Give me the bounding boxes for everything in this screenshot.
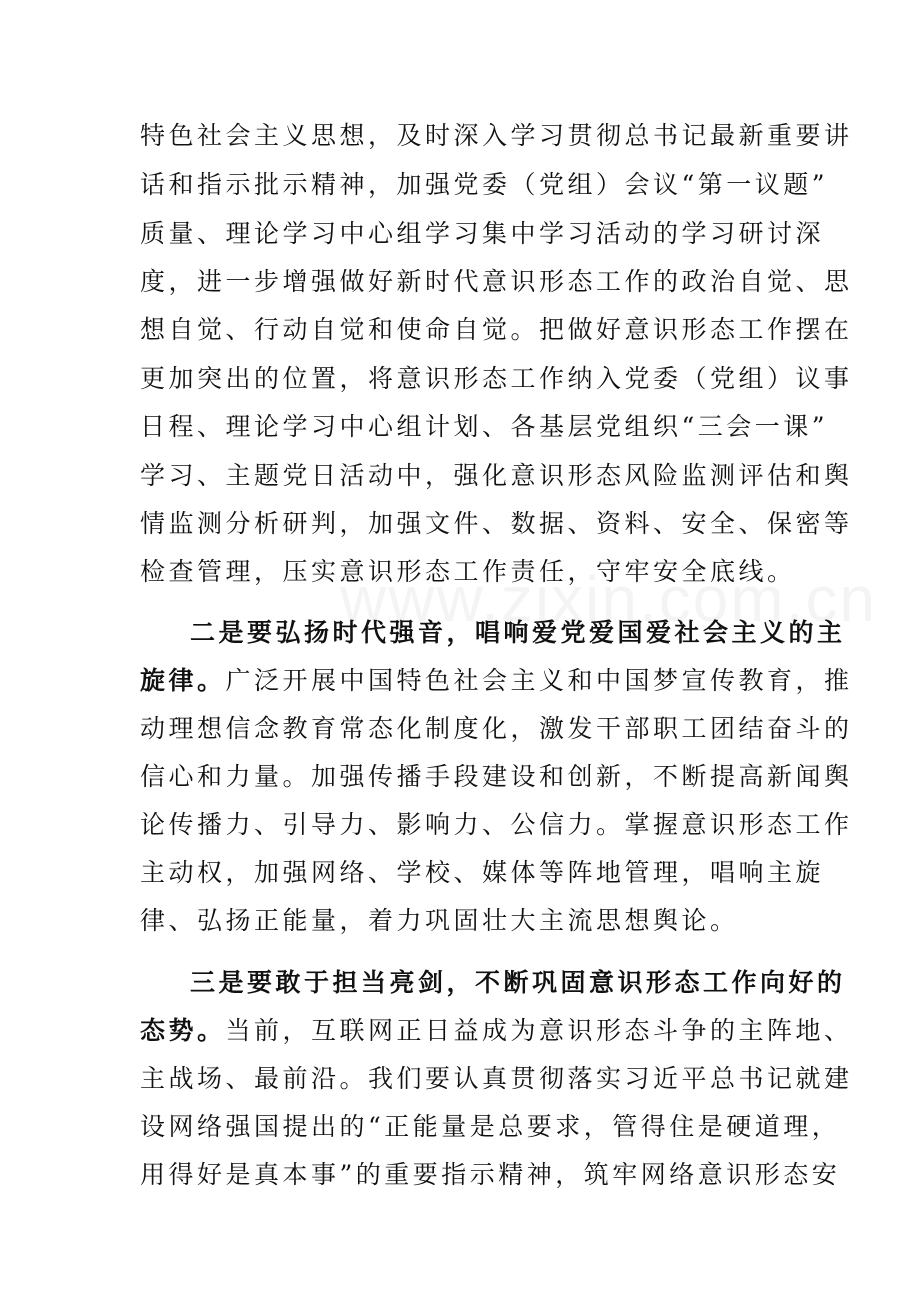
text-line [190, 968, 846, 998]
text-line [140, 762, 853, 792]
text-line [140, 1016, 853, 1046]
line-text: 用得好是真本事”的重要指示精神，筑牢网络意识形态安 [140, 1160, 841, 1189]
line-text: 话和指示批示精神，加强党委（党组）会议“第一议题” [140, 170, 829, 199]
text-line [140, 461, 853, 491]
line-text: 更加突出的位置，将意识形态工作纳入党委（党组）议事 [140, 364, 853, 393]
line-text: 检查管理，压实意识形态工作责任，守牢安全底线。 [140, 557, 796, 586]
text-line [140, 219, 824, 249]
line-text: 度，进一步增强做好新时代意识形态工作的政治自觉、思 [140, 267, 853, 296]
text-line [140, 714, 853, 744]
line-text: 学习、主题党日活动中，强化意识形态风险监测评估和舆 [140, 461, 853, 490]
line-text: 当前，互联网正日益成为意识形态斗争的主阵地、 [225, 1016, 853, 1045]
text-line [140, 666, 853, 696]
line-text: 主战场、最前沿。我们要认真贯彻落实习近平总书记就建 [140, 1064, 853, 1093]
line-text: 质量、理论学习中心组学习集中学习活动的学习研讨深 [140, 219, 825, 248]
line-text: 日程、理论学习中心组计划、各基层党组织“三会一课” [140, 412, 829, 441]
line-text: 动理想信念教育常态化制度化，激发干部职工团结奋斗的 [140, 714, 853, 743]
line-text: 论传播力、引导力、影响力、公信力。掌握意识形态工作 [140, 810, 853, 839]
text-line [140, 557, 796, 587]
text-line [140, 315, 853, 345]
line-text: 广泛开展中国特色社会主义和中国梦宣传教育，推 [225, 666, 853, 695]
bold-heading-text: 三是要敢于担当亮剑，不断巩固意识形态工作向好的 [190, 968, 846, 997]
text-line [140, 1160, 840, 1190]
line-text: 想自觉、行动自觉和使命自觉。把做好意识形态工作摆在 [140, 315, 853, 344]
text-line [140, 1064, 853, 1094]
bold-heading-text: 旋律。 [140, 666, 226, 695]
bold-heading-text: 态势。 [140, 1016, 226, 1045]
text-line [140, 858, 824, 888]
text-line [140, 509, 853, 539]
line-text: 律、弘扬正能量，着力巩固壮大主流思想舆论。 [140, 906, 739, 935]
text-line [140, 412, 828, 442]
bold-heading-text: 二是要弘扬时代强音，唱响爱党爱国爱社会主义的主 [190, 618, 846, 647]
line-text: 信心和力量。加强传播手段建设和创新，不断提高新闻舆 [140, 762, 853, 791]
line-text: 情监测分析研判，加强文件、数据、资料、安全、保密等 [140, 509, 853, 538]
text-line [140, 121, 853, 151]
text-line [140, 1112, 840, 1142]
line-text: 主动权，加强网络、学校、媒体等阵地管理，唱响主旋 [140, 858, 825, 887]
text-line [140, 170, 828, 200]
text-line [140, 364, 853, 394]
text-line [140, 267, 853, 297]
line-text: 设网络强国提出的“正能量是总要求，管得住是硬道理， [140, 1112, 841, 1141]
text-line [140, 906, 739, 936]
text-line [190, 618, 846, 648]
text-line [140, 810, 853, 840]
line-text: 特色社会主义思想，及时深入学习贯彻总书记最新重要讲 [140, 121, 853, 150]
